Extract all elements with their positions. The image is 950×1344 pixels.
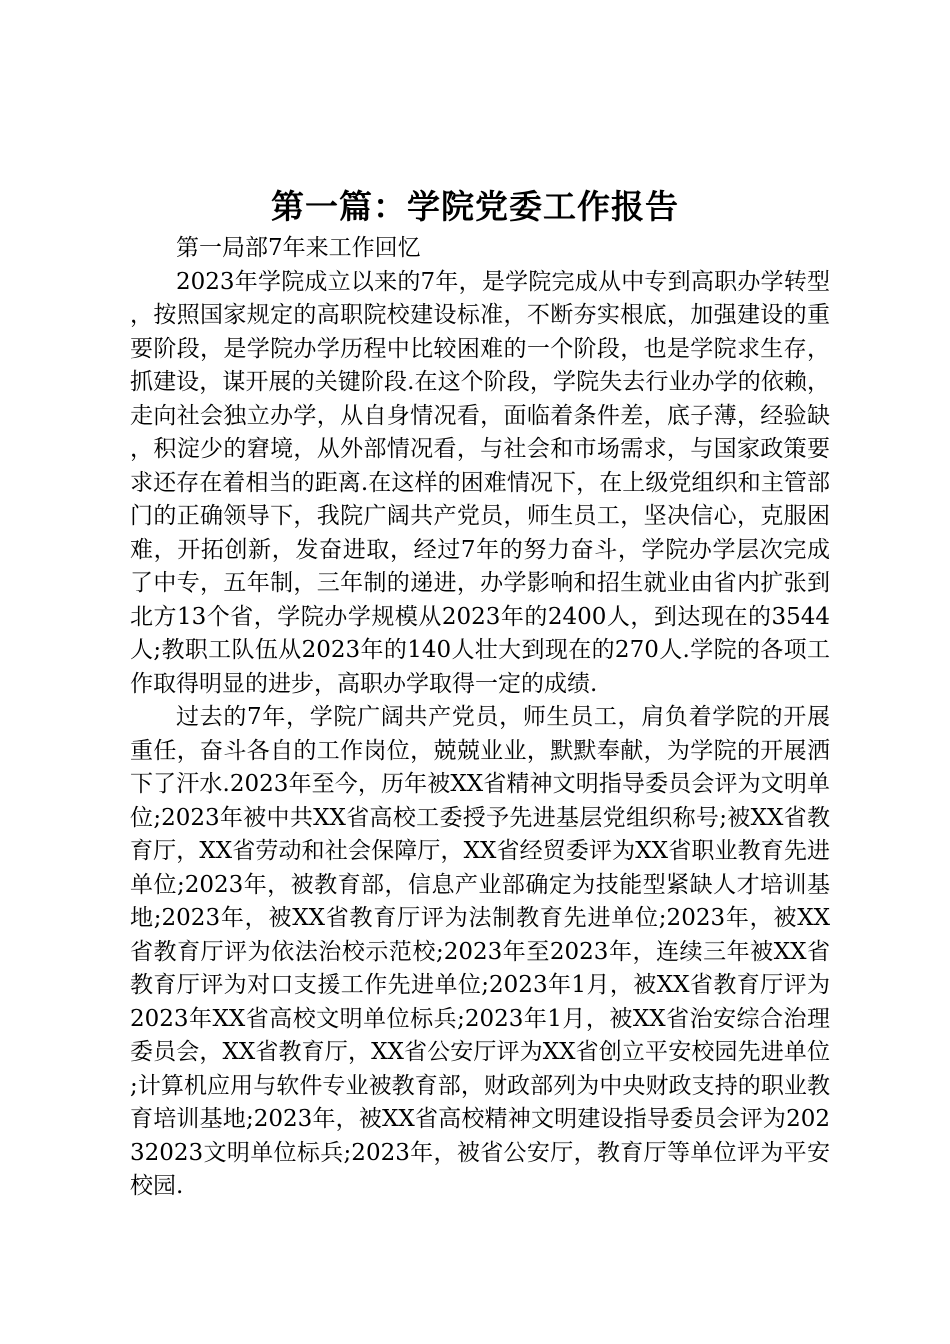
document-body xyxy=(130,232,830,1204)
document-title: 第一篇：学院党委工作报告 xyxy=(271,187,679,226)
paragraph: 2023年学院成立以来的7年，是学院完成从中专到高职办学转型，按照国家规定的高职院校建设标准，不断夯实根底，加强建设的重要阶段，是学院办学历程中比较困难的一个阶段，也是学院求生存，抓建设，谋开展的关键阶段.在这个阶段，学院失去行业办学的依赖，走向社会独立办学，从自身情况看，面临着条件差，底子薄，经验缺，积淀少的窘境，从外部情况看，与社会和市场需求，与国家政策要求还存在着相当的距离.在这样的困难情况下，在上级党组织和主管部门的正确领导下，我院广阔共产党员，师生员工，坚决信心，克服困难，开拓创新，发奋进取，经过7年的努力奋斗，学院办学层次完成了中专，五年制，三年制的递进，办学影响和招生就业由省内扩张到北方13个省，学院办学规模从2023年的2400人，到达现在的3544人;教职工队伍从2023年的140人壮大到现在的270人.学院的各项工作取得明显的进步，高职办学取得一定的成绩. xyxy=(130,268,830,697)
paragraph: 过去的7年，学院广阔共产党员，师生员工，肩负着学院的开展重任，奋斗各自的工作岗位，兢兢业业，默默奉献，为学院的开展洒下了汗水.2023年至今，历年被XX省精神文明指导委员会评为文明单位;2023年被中共XX省高校工委授予先进基层党组织称号;被XX省教育厅，XX省劳动和社会保障厅，XX省经贸委评为XX省职业教育先进单位;2023年，被教育部，信息产业部确定为技能型紧缺人才培训基地;2023年，被XX省教育厅评为法制教育先进单位;2023年，被XX省教育厅评为依法治校示范校;2023年至2023年，连续三年被XX省教育厅评为对口支援工作先进单位;2023年1月，被XX省教育厅评为2023年XX省高校文明单位标兵;2023年1月，被XX省治安综合治理委员会，XX省教育厅，XX省公安厅评为XX省创立平安校园先进单位;计算机应用与软件专业被教育部，财政部列为中央财政支持的职业教育培训基地;2023年，被XX省高校精神文明建设指导委员会评为20232023文明单位标兵;2023年，被省公安厅，教育厅等单位评为平安校园. xyxy=(130,704,830,1199)
section-heading: 第一局部7年来工作回忆 xyxy=(176,235,421,261)
